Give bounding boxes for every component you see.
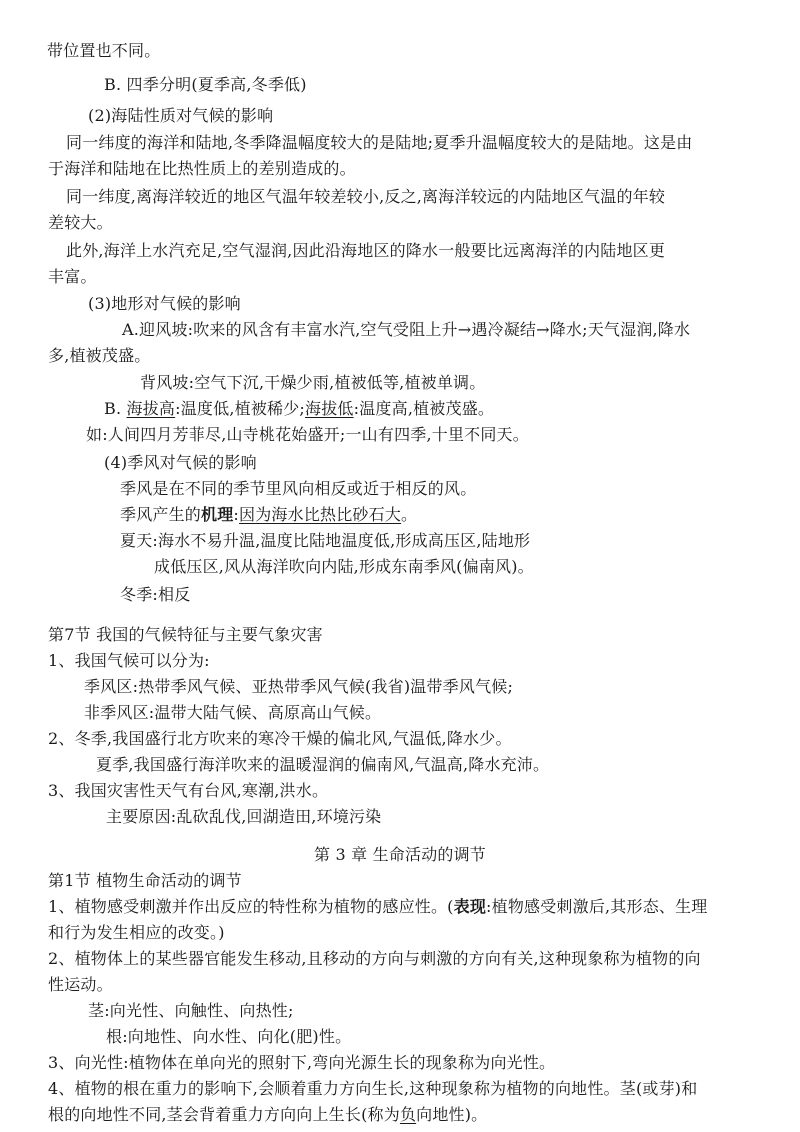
text-line: 夏天:海水不易升温,温度比陆地温度低,形成高压区,陆地形: [120, 531, 531, 550]
bold-term: 机理: [201, 505, 234, 524]
text-line: 差较大。: [48, 213, 113, 232]
section-heading: (2)海陆性质对气候的影响: [88, 106, 274, 125]
text-line: 根:向地性、向水性、向化(肥)性。: [106, 1027, 352, 1046]
text-line: 同一纬度,离海洋较近的地区气温年较差较小,反之,离海洋较远的内陆地区气温的年较: [66, 187, 666, 206]
text-line: 主要原因:乱砍乱伐,回湖造田,环境污染: [106, 807, 382, 826]
text-line: 于海洋和陆地在比热性质上的差别造成的。: [48, 159, 356, 178]
section-title: 第1节 植物生命活动的调节: [48, 871, 242, 890]
text-span: :温度高,植被茂盛。: [353, 399, 495, 418]
chapter-title: 第 3 章 生命活动的调节: [313, 845, 487, 864]
text-span: 季风产生的: [120, 505, 202, 524]
underlined-term: 因为海水比热比砂石大: [239, 505, 402, 524]
text-line: 多,植被茂盛。: [48, 346, 151, 365]
text-span: :植物感受刺激后,其形态、生理: [486, 897, 708, 916]
text-span: 1、植物感受刺激并作出反应的特性称为植物的感应性。(: [48, 897, 454, 916]
underlined-term: 海拔低: [305, 399, 354, 418]
underlined-term: 负: [399, 1105, 417, 1124]
text-line: [48, 1104, 487, 1126]
text-line: [104, 398, 494, 420]
text-line: 冬季:相反: [120, 585, 191, 604]
text-span: B.: [104, 399, 127, 418]
text-line: 非季风区:温带大陆气候、高原高山气候。: [84, 703, 382, 722]
text-line: 茎:向光性、向触性、向热性;: [88, 1001, 294, 1020]
text-span: 。: [401, 505, 418, 524]
bold-term: 表现: [453, 897, 487, 916]
text-line: 和行为发生相应的改变。): [48, 923, 225, 942]
text-line: 2、冬季,我国盛行北方吹来的寒冷干燥的偏北风,气温低,降水少。: [48, 729, 512, 748]
section-title: 第7节 我国的气候特征与主要气象灾害: [48, 625, 323, 644]
section-heading: (3)地形对气候的影响: [88, 294, 241, 313]
text-line: [120, 504, 417, 526]
text-span: 根的向地性不同,茎会背着重力方向向上生长(称为: [48, 1105, 400, 1124]
section-heading: (4)季风对气候的影响: [104, 453, 257, 472]
text-line: 性运动。: [48, 975, 113, 994]
text-line: 背风坡:空气下沉,干燥少雨,植被低等,植被单调。: [140, 373, 486, 392]
text-line: 3、向光性:植物体在单向光的照射下,弯向光源生长的现象称为向光性。: [48, 1053, 556, 1072]
text-line: 3、我国灾害性天气有台风,寒潮,洪水。: [48, 781, 329, 800]
text-line: 夏季,我国盛行海洋吹来的温暖湿润的偏南风,气温高,降水充沛。: [96, 755, 550, 774]
text-line: 带位置也不同。: [47, 41, 161, 60]
text-line: 季风区:热带季风气候、亚热带季风气候(我省)温带季风气候;: [84, 677, 514, 696]
text-span: :温度低,植被稀少;: [175, 399, 306, 418]
text-line: 成低压区,风从海洋吹向内陆,形成东南季风(偏南风)。: [154, 557, 534, 576]
text-line: 如:人间四月芳菲尽,山寺桃花始盛开;一山有四季,十里不同天。: [86, 425, 529, 444]
underlined-term: 海拔高: [126, 399, 176, 418]
text-span: :: [233, 505, 240, 524]
text-line: 同一纬度的海洋和陆地,冬季降温幅度较大的是陆地;夏季升温幅度较大的是陆地。这是由: [66, 133, 693, 152]
text-line: 4、植物的根在重力的影响下,会顺着重力方向生长,这种现象称为植物的向地性。茎(或芽)和: [48, 1079, 698, 1098]
text-line: A.迎风坡:吹来的风含有丰富水汽,空气受阻上升→遇冷凝结→降水;天气湿润,降水: [122, 320, 691, 339]
text-line: 季风是在不同的季节里风向相反或近于相反的风。: [120, 479, 477, 498]
text-line: B. 四季分明(夏季高,冬季低): [104, 75, 307, 94]
text-line: [48, 896, 708, 918]
text-span: 向地性)。: [416, 1105, 488, 1124]
text-line: 此外,海洋上水汽充足,空气湿润,因此沿海地区的降水一般要比远离海洋的内陆地区更: [66, 241, 666, 260]
text-line: 1、我国气候可以分为:: [48, 651, 210, 670]
text-line: 丰富。: [48, 267, 97, 286]
text-line: 2、植物体上的某些器官能发生移动,且移动的方向与刺激的方向有关,这种现象称为植物的向: [48, 949, 701, 968]
